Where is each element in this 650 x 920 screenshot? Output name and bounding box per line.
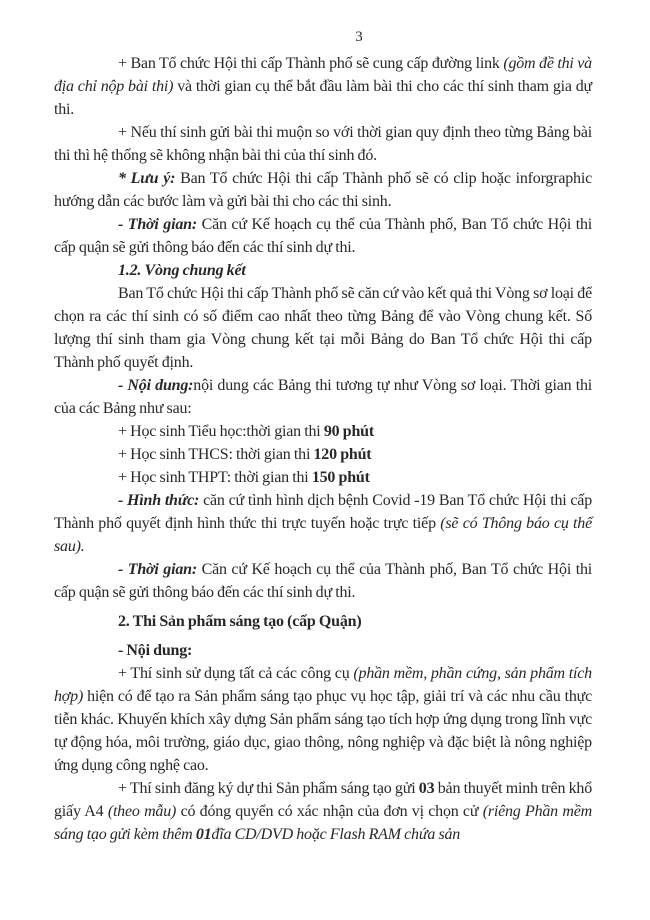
text-run: và thời gian cụ thể bắt đầu làm bài thi cho các thí sinh tham gia dự thi. bbox=[54, 78, 592, 118]
text-run: - Thời gian: bbox=[118, 216, 202, 233]
text-run: (riêng Phần mềm sáng tạo gửi kèm thêm bbox=[54, 803, 592, 843]
text-run: (phần mềm, phần cứng, sản phẩm tích hợp) bbox=[54, 665, 592, 705]
text-run: (sẽ có Thông báo cụ thể sau). bbox=[54, 515, 592, 555]
text-run: + Học sinh THCS: thời gian thi bbox=[118, 446, 314, 463]
paragraph bbox=[54, 121, 592, 167]
paragraph bbox=[54, 374, 592, 420]
text-run: Căn cứ Kế hoạch cụ thể của Thành phố, Ban Tổ chức Hội thi cấp quận sẽ gửi thông báo đến các thí sinh dự thi. bbox=[54, 561, 592, 601]
text-run: + Ban Tổ chức Hội thi cấp Thành phố sẽ cung cấp đường link bbox=[118, 55, 504, 72]
paragraph bbox=[54, 466, 592, 489]
paragraph bbox=[54, 610, 592, 633]
text-run: căn cứ tình hình dịch bệnh Covid -19 Ban Tổ chức Hội thi cấp Thành phố quyết định hình thức thi trực tuyến hoặc trực tiếp bbox=[54, 492, 592, 532]
text-run: hiện có để tạo ra Sản phẩm sáng tạo phục vụ học tập, giải trí và các nhu cầu thực tiễn khác. Khuyến khích xây dựng Sản phẩm sáng tạo tích hợp ứng dụng trong lĩnh vực tự động hóa, môi trường, giáo dục, giao thông, nông nghiệp và đặc biệt là nông nghiệp ứng dụng công nghệ cao. bbox=[54, 688, 592, 774]
text-run: Ban Tổ chức Hội thi cấp Thành phố sẽ có clip hoặc inforgraphic hướng dẫn các bước làm và gửi bài thi cho các thi sinh. bbox=[54, 170, 593, 210]
text-run: - Nội dung: bbox=[118, 642, 193, 659]
paragraph bbox=[54, 777, 592, 846]
paragraph bbox=[54, 52, 592, 121]
paragraph bbox=[54, 420, 592, 443]
text-run: 90 phút bbox=[323, 423, 374, 440]
paragraph bbox=[54, 639, 592, 662]
text-run: 1.2. Vòng chung kết bbox=[118, 262, 246, 279]
text-run: * Lưu ý: bbox=[118, 170, 181, 187]
text-run: - Thời gian: bbox=[118, 561, 202, 578]
document-body bbox=[54, 52, 592, 846]
text-run: + Thí sinh sử dụng tất cả các công cụ bbox=[118, 665, 354, 682]
text-run: nội dung các Bảng thi tương tự như Vòng sơ loại. Thời gian thi của các Bảng như sau: bbox=[54, 377, 592, 417]
text-run: + Học sinh Tiểu học:thời gian thi bbox=[118, 423, 324, 440]
text-run: + Thí sinh đăng ký dự thi Sản phẩm sáng tạo gửi bbox=[118, 780, 419, 797]
text-run: - Hình thức: bbox=[118, 492, 204, 509]
text-run: + Nếu thí sinh gửi bài thi muộn so với thời gian quy định theo từng Bảng bài thi thì hệ thống sẽ không nhận bài thi của thí sinh đó. bbox=[54, 124, 592, 164]
text-run: Ban Tổ chức Hội thi cấp Thành phố sẽ căn cứ vào kết quả thi Vòng sơ loại để chọn ra các thí sinh có số điểm cao nhất theo từng Bảng để vào Vòng chung kết. Số lượng thí sinh tham gia Vòng chung kết tại mỗi Bảng do Ban Tổ chức Hội thi cấp Thành phố quyết định. bbox=[54, 285, 592, 371]
text-run: (gồm đề thi và địa chỉ nộp bài thi) bbox=[54, 55, 592, 95]
text-run: 150 phút bbox=[311, 469, 370, 486]
text-run: 01 bbox=[195, 826, 212, 843]
text-run: 03 bbox=[418, 780, 438, 797]
paragraph bbox=[54, 443, 592, 466]
paragraph bbox=[54, 282, 592, 374]
text-run: + Học sinh THPT: thời gian thi bbox=[118, 469, 312, 486]
text-run: 120 phút bbox=[313, 446, 372, 463]
paragraph bbox=[54, 259, 592, 282]
paragraph bbox=[54, 167, 592, 213]
paragraph bbox=[54, 489, 592, 558]
paragraph bbox=[54, 558, 592, 604]
text-run: 2. Thi Sản phẩm sáng tạo (cấp Quận) bbox=[118, 613, 362, 630]
text-run: Căn cứ Kế hoạch cụ thể của Thành phố, Ban Tổ chức Hội thi cấp quận sẽ gửi thông báo đến các thí sinh dự thi. bbox=[54, 216, 592, 256]
page-number: 3 bbox=[355, 29, 363, 45]
paragraph bbox=[54, 213, 592, 259]
paragraph bbox=[54, 662, 592, 777]
text-run: đĩa CD/DVD hoặc Flash RAM chứa sản bbox=[211, 826, 461, 843]
text-run: (theo mẫu) bbox=[107, 803, 177, 820]
text-run: bản thuyết minh trên khổ giấy A4 bbox=[54, 780, 592, 820]
text-run: - Nội dung: bbox=[118, 377, 194, 394]
text-run: có đóng quyển có xác nhận của đơn vị chọn cử bbox=[176, 803, 483, 820]
